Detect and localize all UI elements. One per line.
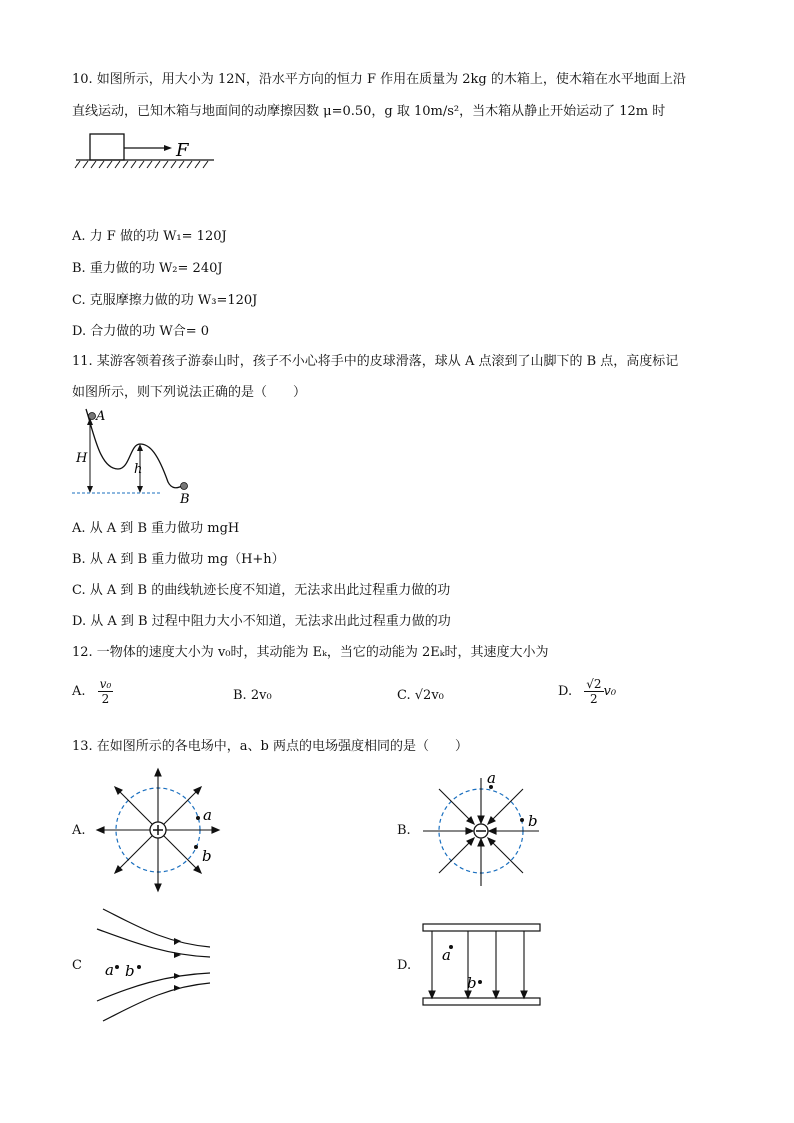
q12-option-a: A. $\frac{\text{v₀}}{2}$ — [72, 677, 112, 706]
q12-option-c: C. √2v₀ — [397, 688, 444, 703]
q13-label-c: C — [72, 958, 82, 973]
q13-label-b: B. — [397, 823, 411, 838]
svg-text:b: b — [528, 812, 538, 830]
svg-text:h: h — [134, 462, 143, 477]
q11-hill-figure — [70, 404, 200, 504]
svg-text:a: a — [442, 946, 451, 964]
q12-option-d: D. $\frac{√2}{2}$ v₀ — [558, 677, 617, 706]
force-label: F — [176, 140, 189, 161]
svg-text:B: B — [180, 492, 190, 504]
q13-figure-d-parallel-plates — [420, 918, 545, 1010]
q11-stem-line2: 如图所示，则下列说法正确的是（ ） — [72, 385, 307, 400]
q11-option-c: C. 从 A 到 B 的曲线轨迹长度不知道，无法求出此过程重力做的功 — [72, 583, 451, 598]
q10-stem-line2: 直线运动，已知木箱与地面间的动摩擦因数 μ=0.50，g 取 10m/s²，当木箱从静止开始运动了 12m 时 — [72, 104, 666, 119]
q13-label-d: D. — [397, 958, 412, 973]
q13-figure-a-positive-charge — [92, 765, 227, 895]
q13-figure-b-negative-charge — [415, 768, 550, 898]
q11-stem-line1: 11. 某游客领着孩子游泰山时，孩子不小心将手中的皮球滑落，球从 A 点滚到了山脚下的 B 点，高度标记 — [72, 354, 679, 369]
svg-text:b: b — [467, 974, 477, 992]
svg-text:a: a — [487, 769, 496, 787]
q13-label-a: A. — [72, 823, 86, 838]
svg-text:a: a — [105, 961, 114, 979]
q12-stem: 12. 一物体的速度大小为 v₀时，其动能为 Eₖ，当它的动能为 2Eₖ时，其速度大小为 — [72, 645, 549, 660]
svg-text:b: b — [202, 847, 212, 865]
q11-option-a: A. 从 A 到 B 重力做功 mgH — [72, 521, 240, 536]
q10-option-a: A. 力 F 做的功 W₁= 120J — [72, 229, 227, 244]
q10-option-c: C. 克服摩擦力做的功 W₃=120J — [72, 293, 258, 308]
q12-option-b: B. 2v₀ — [233, 688, 272, 703]
svg-text:H: H — [76, 451, 88, 466]
svg-text:A: A — [96, 409, 106, 424]
q11-option-d: D. 从 A 到 B 过程中阻力大小不知道，无法求出此过程重力做的功 — [72, 614, 451, 629]
q13-stem: 13. 在如图所示的各电场中，a、b 两点的电场强度相同的是（ ） — [72, 739, 469, 754]
svg-text:b: b — [125, 962, 135, 980]
q10-stem-line1: 10. 如图所示，用大小为 12N，沿水平方向的恒力 F 作用在质量为 2kg 的木箱上，使木箱在水平地面上沿 — [72, 72, 686, 87]
q10-box-force-figure — [72, 128, 222, 174]
q11-option-b: B. 从 A 到 B 重力做功 mg（H+h） — [72, 552, 285, 567]
q13-figure-c-curved-field — [95, 905, 220, 1025]
svg-text:a: a — [203, 806, 212, 824]
q10-option-d: D. 合力做的功 W合= 0 — [72, 324, 210, 339]
q10-option-b: B. 重力做的功 W₂= 240J — [72, 261, 223, 276]
